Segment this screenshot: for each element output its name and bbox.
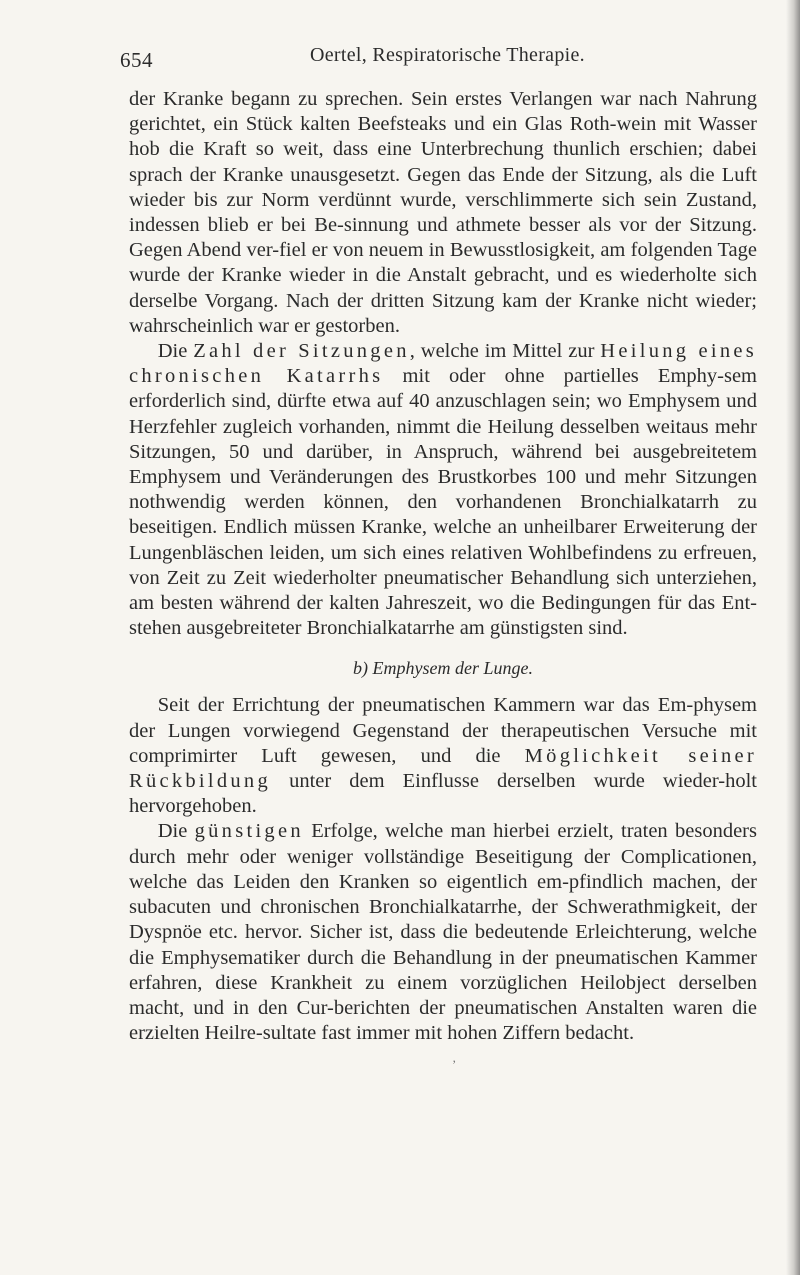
paragraph-2-lead: Die [157,340,188,363]
paragraph-2-rest: mit oder ohne partielles Emphy-sem erforderlich sind, dürfte etwa auf 40 anzuschlagen sein; wo Emphysem und Herzfehler zugleich vorhanden, nimmt die Heilung desselben weitaus mehr Sitzungen, 50 und darüber, in Anspruch, während bei ausgebreitetem Emphysem und Veränderungen des Brustkorbes 100 und mehr Sitzungen nothwendig werden können, den vorhandenen Bronchialkatarrh zu beseitigen. Endlich müssen Kranke, welche an unheilbarer Erweiterung der Lungenbläschen leiden, um sich eines relativen Wohlbefindens zu erfreuen, von Zeit zu Zeit wiederholter pneumatischer Behandlung sich unterziehen, am besten während der kalten Jahreszeit, wo die Bedingungen für das Ent-stehen ausgebreiteter Bronchialkatarrhe am günstigsten sind. [129,365,757,640]
paragraph-2-mid: , welche im Mittel zur [409,340,595,363]
page-number: 654 [120,48,153,72]
paragraph-1: der Kranke begann zu sprechen. Sein erstes Verlangen war nach Nahrung gerichtet, ein Stück kalten Beefsteaks und ein Glas Roth-wein mit Wasser hob die Kraft so weit, dass eine Unterbrechung thunlich erschien; dabei sprach der Kranke unausgesetzt. Gegen das Ende der Sitzung, als die Luft wieder bis zur Norm verdünnt wurde, verschlimmerte sich sein Zustand, indessen blieb er bei Be-sinnung und athmete besser als vor der Sitzung. Gegen Abend ver-fiel er von neuem in Bewusstlosigkeit, am folgenden Tage wurde der Kranke wieder in die Anstalt gebracht, und es wiederholte sich derselbe Vorgang. Nach der dritten Sitzung kam der Kranke nicht wieder; wahrscheinlich war er gestorben. [129,88,757,337]
paragraph-2-emphasis-2: Heilung eines chronischen Katarrhs [129,340,757,388]
paragraph-2 [129,339,757,641]
body-text [129,87,757,1046]
stray-ink-mark: ‚ [452,1050,457,1065]
paragraph-4-lead: Die [157,820,195,843]
paragraph-3-lead: Seit der Errichtung der pneumatischen Kammern war das Em-physem der Lungen vorwiegend Gegenstand der therapeutischen Versuche mit comprimirter Luft gewesen, und die [129,694,757,767]
paragraph-3-emphasis: Möglichkeit seiner Rückbildung [129,744,757,793]
section-subheading: b) Emphysem der Lunge. [353,658,533,679]
running-head: Oertel, Respiratorische Therapie. [310,44,585,66]
page-header [120,38,760,72]
paragraph-4-emphasis: günstigen [194,820,304,843]
paragraph-3 [129,693,757,819]
page-edge-shadow [786,0,800,1275]
paragraph-4-rest: Erfolge, welche man hierbei erzielt, traten besonders durch mehr oder weniger vollständige Beseitigung der Complicationen, welche das Leiden den Kranken so eigentlich em-pfindlich machen, der subacuten und chronischen Bronchialkatarrhe, der Schwerathmigkeit, der Dyspnöe etc. hervor. Sicher ist, dass die bedeutende Erleichterung, welche die Emphysematiker durch die Behandlung in der pneumatischen Kammer erfahren, diese Krankheit zu einem vorzüglichen Heilobject derselben macht, und in den Cur-berichten der pneumatischen Anstalten waren die erzielten Heilre-sultate fast immer mit hohen Ziffern bedacht. [129,820,757,1045]
paragraph-2-emphasis-1: Zahl der Sitzungen [193,340,410,363]
paragraph-3-rest: unter dem Einflusse derselben wurde wieder-holt hervorgehoben. [129,770,757,818]
paragraph-4 [129,819,757,1046]
